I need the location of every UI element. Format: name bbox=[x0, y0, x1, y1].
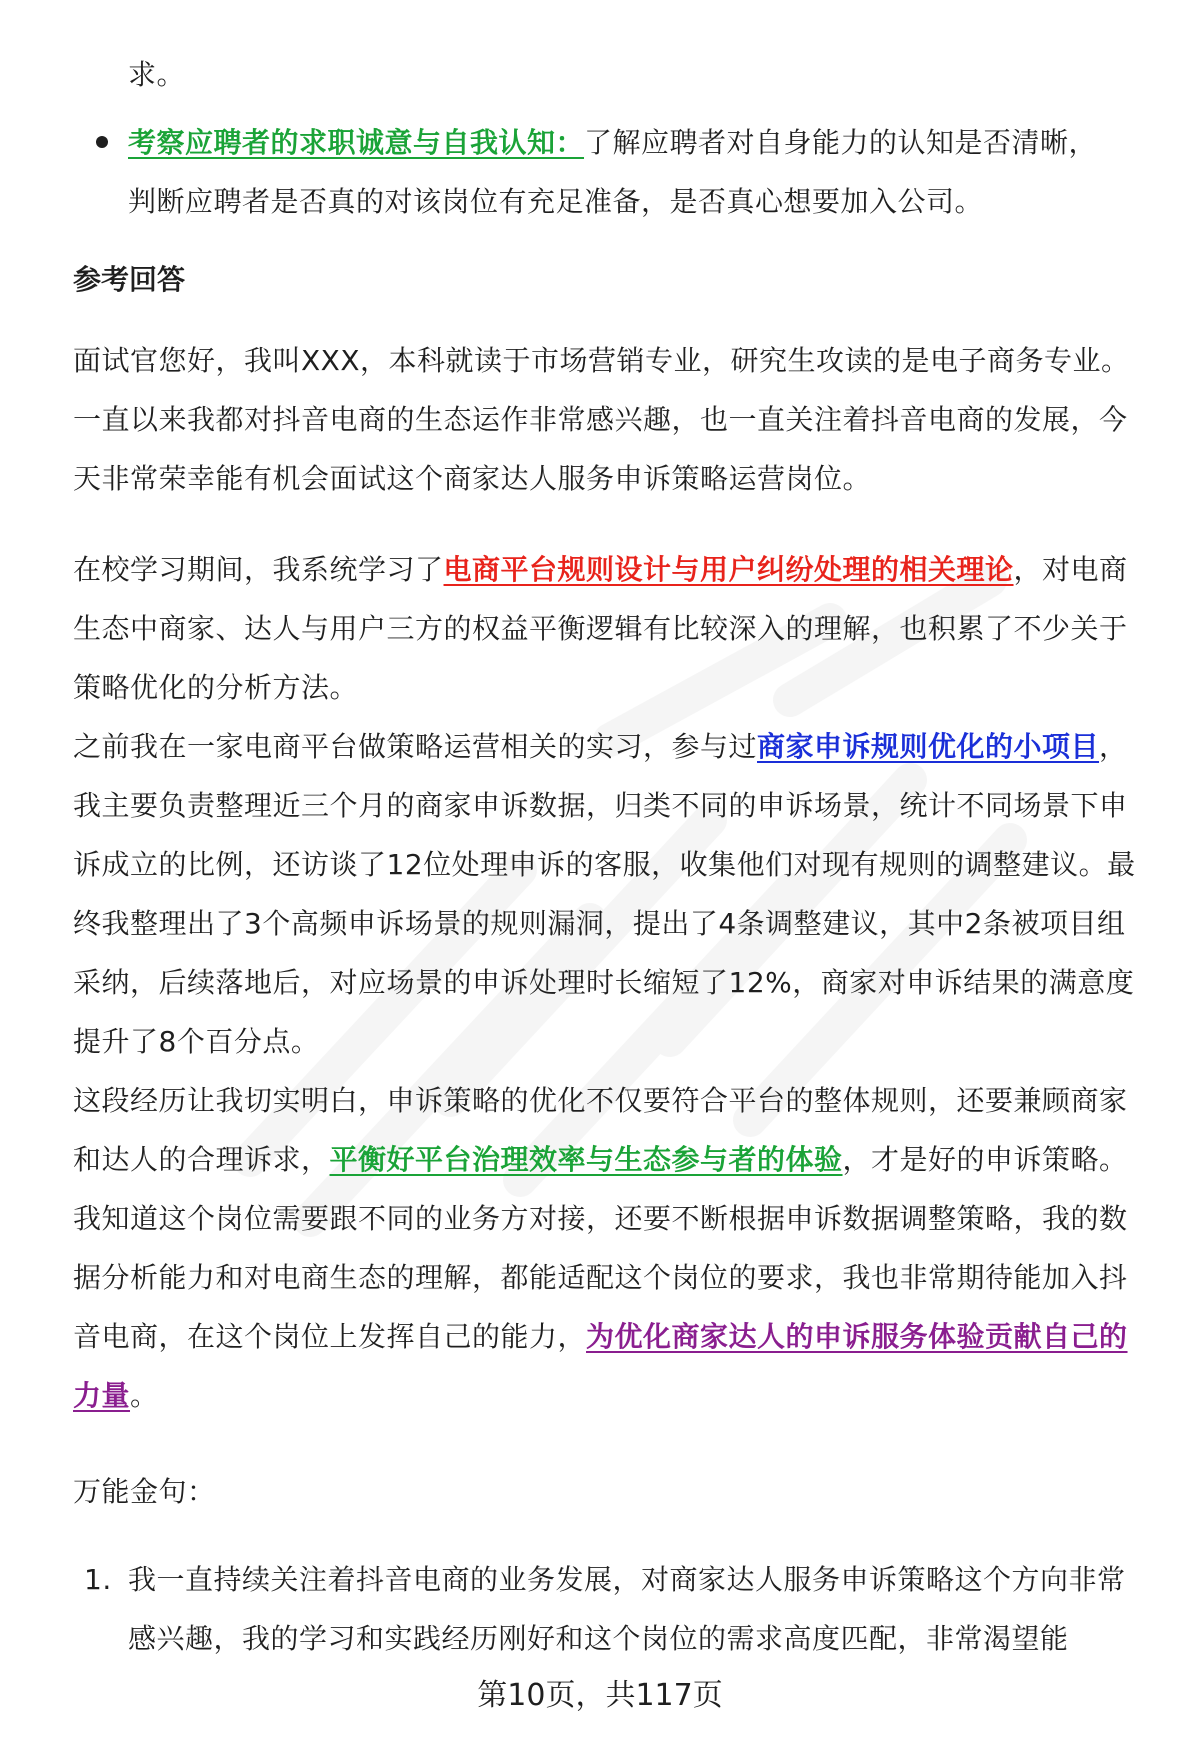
section-heading: 参考回答 bbox=[73, 263, 186, 296]
golden-sentences-heading: 万能金句： bbox=[73, 1475, 216, 1508]
paragraph-internship-before: 之前我在一家电商平台做策略运营相关的实习，参与过 bbox=[73, 730, 758, 763]
paragraph-internship bbox=[73, 717, 1153, 1071]
paragraph-reflection-before: 这段经历让我切实明白，申诉策略的优化不仅要符合平台的整体规则，还要兼顾商家和达人的合理诉求， bbox=[73, 1084, 1128, 1176]
highlight-theory: 电商平台规则设计与用户纠纷处理的相关理论 bbox=[443, 553, 1014, 586]
paragraph-reflection-after: 。 bbox=[130, 1379, 159, 1412]
paragraph-intro: 面试官您好，我叫XXX，本科就读于市场营销专业，研究生攻读的是电子商务专业。一直以来我都对抖音电商的生态运作非常感兴趣，也一直关注着抖音电商的发展，今天非常荣幸能有机会面试这个商家达人服务申诉策略运营岗位。 bbox=[73, 344, 1130, 495]
bullet-item bbox=[128, 113, 1153, 231]
paragraph-study-after: ，对电商生态中商家、达人与用户三方的权益平衡逻辑有比较深入的理解，也积累了不少关于策略优化的分析方法。 bbox=[73, 553, 1128, 704]
paragraph-reflection bbox=[73, 1071, 1153, 1425]
bullet-text-line1: 了解应聘者对自身能力的认知是否清晰， bbox=[584, 126, 1098, 159]
paragraph-reflection-middle: ，才是好的申诉策略。我知道这个岗位需要跟不同的业务方对接，还要不断根据申诉数据调整策略，我的数据分析能力和对电商生态的理解，都能适配这个岗位的要求，我也非常期待能加入抖音电商，在这个岗位上发挥自己的能力， bbox=[73, 1143, 1128, 1353]
paragraph-study bbox=[73, 540, 1153, 717]
bullet-text-line2: 判断应聘者是否真的对该岗位有充足准备，是否真心想要加入公司。 bbox=[128, 185, 984, 218]
page-footer: 第10页，共117页 bbox=[477, 1678, 723, 1713]
continuation-text: 求。 bbox=[128, 58, 186, 91]
paragraph-internship-after: ，我主要负责整理近三个月的商家申诉数据，归类不同的申诉场景，统计不同场景下申诉成立的比例，还访谈了12位处理申诉的客服，收集他们对现有规则的调整建议。最终我整理出了3个高频申诉场景的规则漏洞，提出了4条调整建议，其中2条被项目组采纳，后续落地后，对应场景的申诉处理时长缩短了12%，商家对申诉结果的满意度提升了8个百分点。 bbox=[73, 730, 1136, 1058]
bullet-highlight-label: 考察应聘者的求职诚意与自我认知： bbox=[128, 126, 585, 159]
paragraph-study-before: 在校学习期间，我系统学习了 bbox=[73, 553, 444, 586]
highlight-balance: 平衡好平台治理效率与生态参与者的体验 bbox=[329, 1143, 843, 1176]
list-item: 我一直持续关注着抖音电商的业务发展，对商家达人服务申诉策略这个方向非常感兴趣，我的学习和实践经历刚好和这个岗位的需求高度匹配，非常渴望能 bbox=[128, 1563, 1126, 1655]
highlight-project: 商家申诉规则优化的小项目 bbox=[757, 730, 1100, 763]
list-number: 1. bbox=[84, 1563, 112, 1596]
bullet-dot bbox=[96, 136, 108, 148]
highlight-contribution: 为优化商家达人的申诉服务体验贡献自己的力量 bbox=[73, 1320, 1128, 1412]
